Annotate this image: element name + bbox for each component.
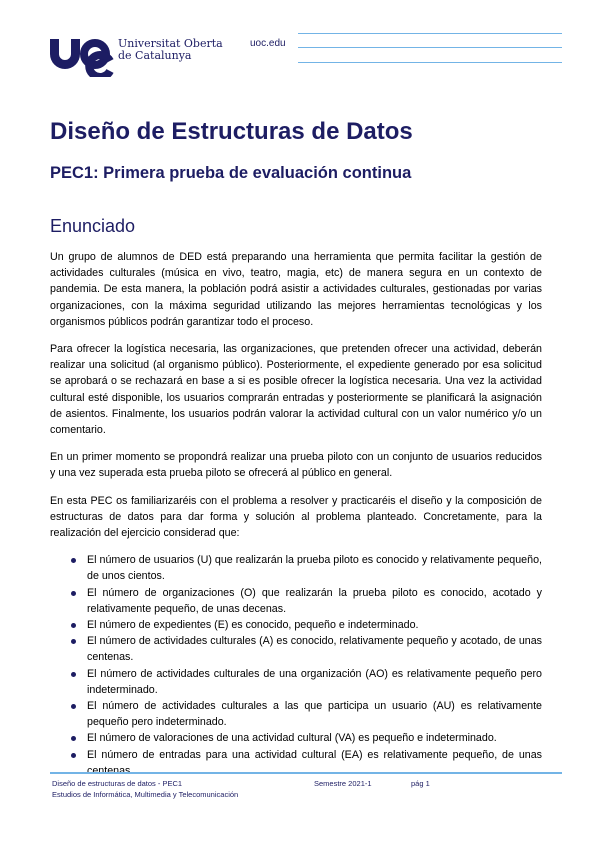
list-item: El número de actividades culturales de una organización (AO) es relativamente pequeño pero indeterminado.	[87, 666, 542, 698]
list-item: El número de actividades culturales (A) es conocido, relativamente pequeño y acotado, de unas centenas.	[87, 633, 542, 665]
uoc-logo	[50, 33, 114, 77]
document-header	[50, 33, 562, 77]
list-item: El número de entradas para una actividad cultural (EA) es relativamente pequeño, de unas centenas.	[87, 747, 542, 779]
university-name	[118, 38, 223, 62]
university-url: uoc.edu	[250, 38, 286, 49]
list-item: El número de usuarios (U) que realizarán la prueba piloto es conocido y relativamente pequeño, de unos cientos.	[87, 552, 542, 584]
university-name-line1: Universitat Oberta	[118, 37, 223, 50]
assumptions-list	[50, 552, 542, 779]
list-item: El número de valoraciones de una actividad cultural (VA) es pequeño e indeterminado.	[87, 730, 542, 746]
document-title: Diseño de Estructuras de Datos	[50, 118, 413, 145]
footer-studies: Estudios de Informática, Multimedia y Telecomunicación	[52, 790, 239, 799]
document-subtitle: PEC1: Primera prueba de evaluación continua	[50, 164, 412, 182]
footer-page-number: pág 1	[411, 779, 430, 788]
list-item: El número de expedientes (E) es conocido, pequeño e indeterminado.	[87, 617, 542, 633]
list-item: El número de actividades culturales a las que participa un usuario (AU) es relativamente pequeño pero indeterminado.	[87, 698, 542, 730]
header-rule	[298, 47, 562, 48]
paragraph: En un primer momento se propondrá realizar una prueba piloto con un conjunto de usuarios reducidos y una vez superada esta prueba piloto se ofrecerá al público en general.	[50, 451, 542, 480]
paragraph: Para ofrecer la logística necesaria, las organizaciones, que pretenden ofrecer una actividad, deberán realizar una solicitud (al organismo público). Posteriormente, el expediente generado por esa solicitud se aprobará o se rechazará en base a si es posible ofrecer la logística necesaria. Una vez la actividad cultural esté disponible, los usuarios comprarán entradas y posteriormente se planificará la asignación de asientos. Finalmente, los usuarios podrán valorar la actividad cultural con un valor numérico y/o un comentario.	[50, 343, 542, 437]
list-item: El número de organizaciones (O) que realizarán la prueba piloto es conocido, acotado y relativamente pequeño, de unas decenas.	[87, 585, 542, 617]
header-rule	[298, 62, 562, 63]
footer-semester: Semestre 2021-1	[314, 779, 372, 788]
footer-rule	[50, 772, 562, 774]
header-rule	[298, 33, 562, 34]
paragraph: En esta PEC os familiarizaréis con el problema a resolver y practicaréis el diseño y la composición de estructuras de datos para dar forma y solución al problema planteado. Concretamente, para la realización del ejercicio considerad que:	[50, 494, 542, 540]
university-name-line2: de Catalunya	[118, 49, 192, 62]
paragraph: Un grupo de alumnos de DED está preparando una herramienta que permita facilitar la gestión de actividades culturales (música en vivo, teatro, magia, etc) de manera segura en un contexto de pandemia. De esta manera, la población podrá asistir a actividades culturales, gestionadas por varias organizaciones, con la máxima seguridad utilizando las mejores herramientas tecnológicas y los organismos públicos podrán garantizar todo el proceso.	[50, 251, 542, 328]
footer-course: Diseño de estructuras de datos - PEC1	[52, 779, 183, 788]
section-heading: Enunciado	[50, 216, 136, 236]
body-text	[50, 249, 542, 779]
